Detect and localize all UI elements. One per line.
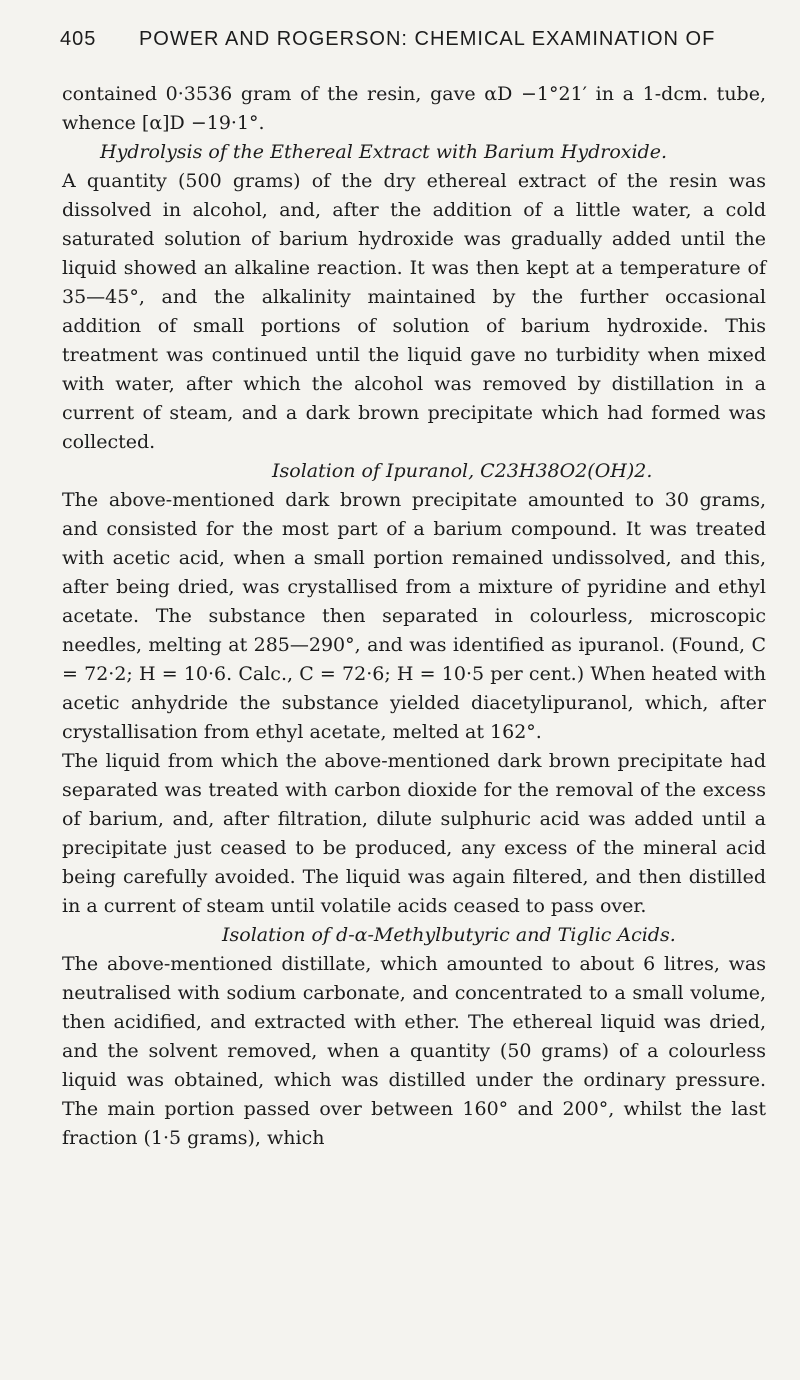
paragraph-hydrolysis: A quantity (500 grams) of the dry ethereal extract of the resin was dissolved in alcohol, and, after the addition of a little water, a cold saturated solution of barium hydroxide was gradually added until the liquid showed an alkaline reaction. It was then kept at a temperature of 35—45°, and the alkalinity maintained by the further occasional addition of small portions of solution of barium hydroxide. This treatment was continued until the liquid gave no turbidity when mixed with water, after which the alcohol was removed by distillation in a current of steam, and a dark brown precipitate which had formed was collected. xyxy=(62,170,766,453)
paragraph-continuation: contained 0·3536 gram of the resin, gave αD −1°21′ in a 1-dcm. tube, whence [α]D −19·1°. xyxy=(62,83,766,134)
section-heading-ipuranol: Isolation of Ipuranol, C23H38O2(OH)2. xyxy=(272,460,653,482)
running-title: POWER AND ROGERSON: CHEMICAL EXAMINATION OF xyxy=(138,28,716,50)
running-header xyxy=(60,28,715,51)
paragraph-liquid-treatment: The liquid from which the above-mentioned dark brown precipitate had separated was treated with carbon dioxide for the removal of the excess of barium, and, after filtration, dilute sulphuric acid was added until a precipitate just ceased to be produced, any excess of the mineral acid being carefully avoided. The liquid was again filtered, and then distilled in a current of steam until volatile acids ceased to pass over. xyxy=(62,750,766,917)
paragraph-distillate: The above-mentioned distillate, which amounted to about 6 litres, was neutralised with sodium carbonate, and concentrated to a small volume, then acidified, and extracted with ether. The ethereal liquid was dried, and the solvent removed, when a quantity (50 grams) of a colourless liquid was obtained, which was distilled under the ordinary pressure. The main portion passed over between 160° and 200°, whilst the last fraction (1·5 grams), which xyxy=(62,953,766,1149)
article-body xyxy=(62,80,766,1153)
section-heading-hydrolysis: Hydrolysis of the Ethereal Extract with Barium Hydroxide. xyxy=(100,141,668,163)
page-number: 405 xyxy=(60,28,97,50)
paragraph-ipuranol: The above-mentioned dark brown precipitate amounted to 30 grams, and consisted for the most part of a barium compound. It was treated with acetic acid, when a small portion remained undissolved, and this, after being dried, was crystallised from a mixture of pyridine and ethyl acetate. The substance then separated in colourless, microscopic needles, melting at 285—290°, and was identified as ipuranol. (Found, C = 72·2; H = 10·6. Calc., C = 72·6; H = 10·5 per cent.) When heated with acetic anhydride the substance yielded diacetylipuranol, which, after crystallisation from ethyl acetate, melted at 162°. xyxy=(62,489,766,743)
section-heading-acids: Isolation of d-α-Methylbutyric and Tiglic Acids. xyxy=(222,924,676,946)
